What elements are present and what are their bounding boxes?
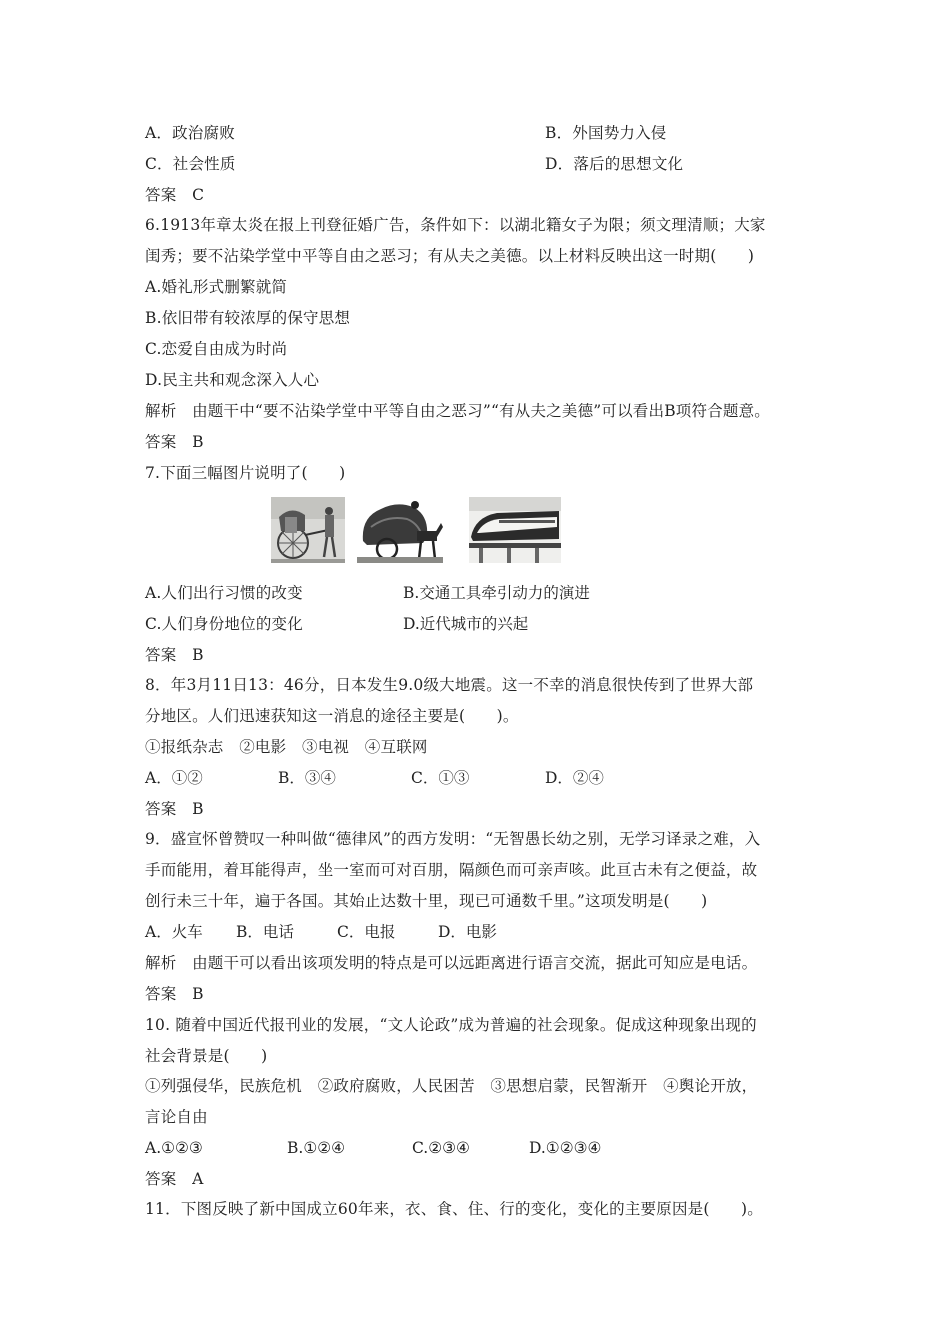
q9-option-b: B．电话 bbox=[236, 923, 294, 941]
q8-stem-line2: 分地区。人们迅速获知这一消息的途径主要是( )。 bbox=[145, 707, 519, 725]
q7-option-a: A.人们出行习惯的改变 bbox=[145, 584, 303, 602]
q10-option-b: B.①②④ bbox=[287, 1139, 346, 1157]
q10-option-a: A.①②③ bbox=[145, 1139, 203, 1157]
q6-option-c: C.恋爱自由成为时尚 bbox=[145, 340, 288, 358]
q10-answer: 答案 A bbox=[145, 1170, 204, 1188]
q6-stem-line2: 闺秀；要不沾染学堂中平等自由之恶习；有从夫之美德。以上材料反映出这一时期( ) bbox=[145, 247, 755, 265]
q8-option-a: A．①② bbox=[145, 769, 203, 787]
q6-answer: 答案 B bbox=[145, 433, 204, 451]
rickshaw-photo bbox=[271, 497, 345, 563]
q6-stem-line1: 6.1913年章太炎在报上刊登征婚广告，条件如下：以湖北籍女子为限；须文理清顺；大家 bbox=[145, 216, 766, 234]
q7-option-b: B.交通工具牵引动力的演进 bbox=[403, 584, 590, 602]
q8-option-b: B．③④ bbox=[278, 769, 336, 787]
maglev-train-photo bbox=[469, 497, 561, 563]
q10-option-d: D.①②③④ bbox=[529, 1139, 602, 1157]
q9-option-c: C．电报 bbox=[337, 923, 396, 941]
horse-cart-photo bbox=[357, 497, 443, 563]
q9-stem-line1: 9．盛宣怀曾赞叹一种叫做“德律风”的西方发明：“无智愚长幼之别，无学习译录之难，入 bbox=[145, 830, 761, 848]
q7-answer: 答案 B bbox=[145, 646, 204, 664]
q9-option-a: A．火车 bbox=[145, 923, 203, 941]
q5-option-a: A．政治腐败 bbox=[145, 124, 235, 142]
q5-option-b: B．外国势力入侵 bbox=[545, 124, 667, 142]
q5-option-d: D．落后的思想文化 bbox=[545, 155, 684, 173]
q9-answer: 答案 B bbox=[145, 985, 204, 1003]
q10-option-c: C.②③④ bbox=[412, 1139, 470, 1157]
q8-option-d: D．②④ bbox=[545, 769, 604, 787]
q6-option-b: B.依旧带有较浓厚的保守思想 bbox=[145, 309, 351, 327]
q9-stem-line3: 创行未三十年，遍于各国。其始止达数十里，现已可通数千里。”这项发明是( ) bbox=[145, 892, 708, 910]
q8-option-c: C．①③ bbox=[411, 769, 470, 787]
q7-photos bbox=[271, 497, 561, 563]
q9-analysis: 解析 由题干可以看出该项发明的特点是可以远距离进行语言交流，据此可知应是电话。 bbox=[145, 954, 758, 972]
q9-option-d: D．电影 bbox=[438, 923, 497, 941]
q8-stem-line1: 8．年3月11日13：46分，日本发生9.0级大地震。这一不幸的消息很快传到了世界大部 bbox=[145, 676, 754, 694]
q7-stem: 7.下面三幅图片说明了( ) bbox=[145, 464, 346, 482]
q7-option-c: C.人们身份地位的变化 bbox=[145, 615, 303, 633]
q10-items-line1: ①列强侵华，民族危机 ②政府腐败，人民困苦 ③思想启蒙，民智渐开 ④舆论开放， bbox=[145, 1077, 758, 1095]
q10-items-line2: 言论自由 bbox=[145, 1108, 208, 1126]
q10-stem-line2: 社会背景是( ) bbox=[145, 1047, 268, 1065]
q6-option-d: D.民主共和观念深入人心 bbox=[145, 371, 320, 389]
q6-option-a: A.婚礼形式删繁就简 bbox=[145, 278, 288, 296]
q10-stem-line1: 10. 随着中国近代报刊业的发展，“文人论政”成为普遍的社会现象。促成这种现象出现的 bbox=[145, 1016, 757, 1034]
q9-stem-line2: 手而能用，着耳能得声，坐一室而可对百朋，隔颜色而可亲声咳。此亘古未有之便益，故 bbox=[145, 861, 758, 879]
q5-answer: 答案 C bbox=[145, 186, 205, 204]
q6-analysis: 解析 由题干中“要不沾染学堂中平等自由之恶习”“有从夫之美德”可以看出B项符合题意。 bbox=[145, 402, 770, 420]
q5-option-c: C．社会性质 bbox=[145, 155, 236, 173]
q11-stem: 11．下图反映了新中国成立60年来，衣、食、住、行的变化，变化的主要原因是( )。 bbox=[145, 1200, 763, 1218]
q8-items: ①报纸杂志 ②电影 ③电视 ④互联网 bbox=[145, 738, 428, 756]
q7-option-d: D.近代城市的兴起 bbox=[403, 615, 529, 633]
q8-answer: 答案 B bbox=[145, 800, 204, 818]
